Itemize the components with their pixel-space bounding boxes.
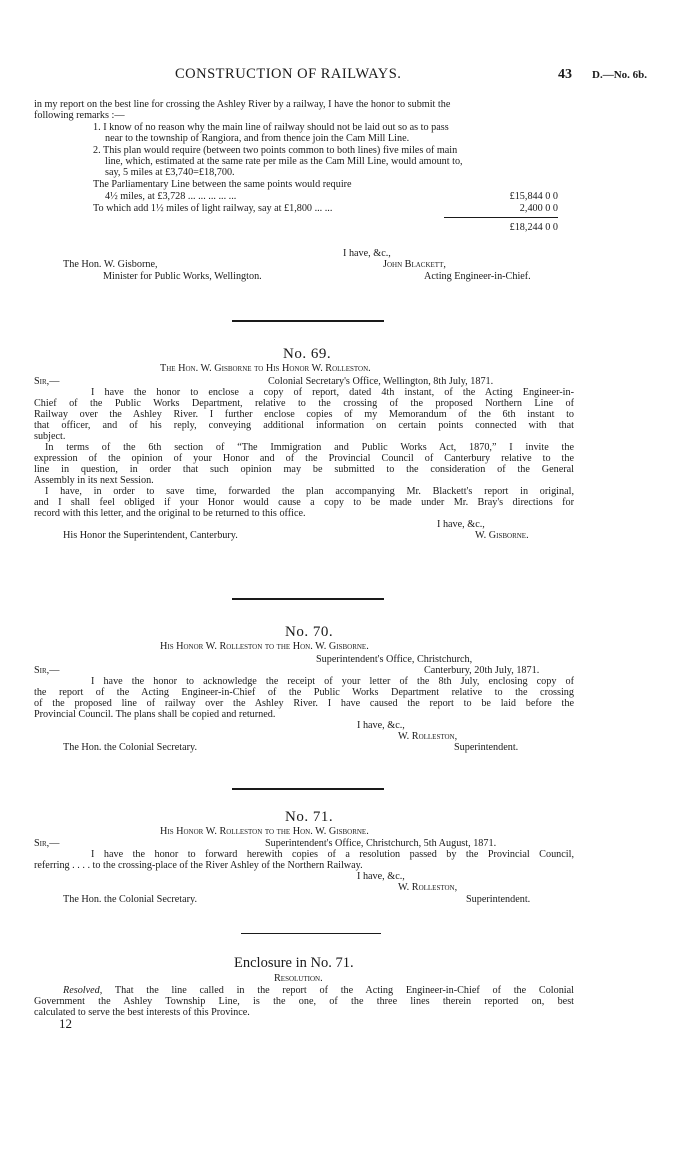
remark-item-2: 2. This plan would require (between two points common to both lines) five miles of main (93, 145, 458, 156)
letter-number: No. 69. (283, 346, 332, 362)
letter-body-line: I have the honor to acknowledge the receipt of your letter of the 8th July, enclosing copy of (91, 676, 574, 687)
letter-signer-title: Superintendent. (466, 894, 531, 905)
letter-number: No. 71. (285, 809, 334, 825)
resolved-word: Resolved, (63, 985, 103, 996)
letter-signer: W. Gisborne. (475, 530, 529, 541)
letter-addressee: The Hon. W. Gisborne, (63, 259, 158, 270)
letter-addressee: The Hon. the Colonial Secretary. (63, 894, 197, 905)
remark-item-2-cont: line, which, estimated at the same rate per mile as the Cam Mill Line, would amount to, (105, 156, 463, 167)
letter-body-line: record with this letter, and the original to be returned to this office. (34, 508, 306, 519)
cost-line-amount: £15,844 0 0 (509, 191, 558, 202)
letter-signer-title: Acting Engineer-in-Chief. (424, 271, 531, 282)
section-divider (232, 598, 384, 600)
resolution-text: That the line called in the report of the Acting Engineer-in-Chief of the Colonial (114, 985, 574, 996)
letter-place: Superintendent's Office, Christchurch, (316, 654, 473, 665)
letter-body-line: referring . . . . to the crossing-place of the River Ashley of the Northern Railway. (34, 860, 363, 871)
letter-addressee: His Honor the Superintendent, Canterbury. (63, 530, 238, 541)
cost-total-amount: £18,244 0 0 (509, 222, 558, 233)
letter-body-line: I have, in order to save time, forwarded the plan accompanying Mr. Blackett's report in original, (45, 486, 574, 497)
letter-closing: I have, &c., (357, 720, 405, 731)
section-divider (232, 320, 384, 322)
page-title: CONSTRUCTION OF RAILWAYS. (175, 66, 402, 82)
signature-mark: 12 (59, 1016, 72, 1031)
letter-body-line: Railway over the Ashley River. I further enclose copies of my Memorandum of the 6th instant to (34, 409, 574, 420)
letter-intro-line: following remarks :— (34, 110, 125, 121)
letter-body-line: I have the honor to forward herewith copies of a resolution passed by the Provincial Council, (91, 849, 574, 860)
cost-line-label: To which add 1½ miles of light railway, say at £1,800 ... ... (93, 203, 333, 214)
resolution-line: calculated to serve the best interests of this Province. (34, 1007, 250, 1018)
remark-item-2-cont: say, 5 miles at £3,740=£18,700. (105, 167, 235, 178)
letter-body-line: of the proposed line of railway over the Ashley River. I have caused the report to be laid before the (34, 698, 574, 709)
letter-body-line: Chief of the Public Works Department, relative to the crossing of the proposed Northern Line of (34, 398, 574, 409)
letter-addressee: The Hon. the Colonial Secretary. (63, 742, 197, 753)
cost-line-label: 4½ miles, at £3,728 ... ... ... ... ... (105, 191, 237, 202)
letter-salutation: Sir,— (34, 838, 60, 849)
letter-intro-line: in my report on the best line for crossing the Ashley River by a railway, I have the honor to submit the (34, 99, 451, 110)
letter-body-line: In terms of the 6th section of “The Immigration and Public Works Act, 1870,” I invite the (45, 442, 574, 453)
letter-salutation: Sir,— (34, 665, 60, 676)
remark-item-1: 1. I know of no reason why the main line of railway should not be laid out so as to pass (93, 122, 449, 133)
letter-place-date: Colonial Secretary's Office, Wellington, 8th July, 1871. (268, 376, 494, 387)
section-divider (241, 933, 381, 934)
resolution-heading: Resolution. (274, 973, 323, 984)
remark-item-1-cont: near to the township of Rangiora, and from thence join the Cam Mill Line. (105, 133, 410, 144)
parliamentary-line-text: The Parliamentary Line between the same points would require (93, 179, 352, 190)
letter-place-date: Superintendent's Office, Christchurch, 5th August, 1871. (265, 838, 497, 849)
resolution-line: Government the Ashley Township Line, is the one, of the three lines therein reported on, best (34, 996, 574, 1007)
page-number: 43 (558, 67, 572, 82)
letter-addressee-title: Minister for Public Works, Wellington. (103, 271, 262, 282)
letter-subtitle: His Honor W. Rolleston to the Hon. W. Gisborne. (160, 641, 369, 652)
letter-body-line: Assembly in its next Session. (34, 475, 154, 486)
document-reference: D.—No. 6b. (592, 69, 648, 81)
letter-body-line: Provincial Council. The plans shall be copied and returned. (34, 709, 276, 720)
letter-closing: I have, &c., (357, 871, 405, 882)
resolution-line (63, 985, 574, 996)
letter-date: Canterbury, 20th July, 1871. (424, 665, 540, 676)
letter-body-line: and I shall feel obliged if your Honor would cause a copy to be made under Mr. Bray's directions for (34, 497, 574, 508)
letter-subtitle: His Honor W. Rolleston to the Hon. W. Gisborne. (160, 826, 369, 837)
letter-closing: I have, &c., (437, 519, 485, 530)
enclosure-title: Enclosure in No. 71. (234, 955, 354, 971)
letter-body-line: I have the honor to enclose a copy of report, dated 4th instant, of the Acting Engineer-in- (91, 387, 574, 398)
letter-number: No. 70. (285, 624, 334, 640)
cost-line-amount: 2,400 0 0 (519, 203, 558, 214)
letter-signer: W. Rolleston, (398, 882, 458, 893)
letter-body-line: line in question, in order that such opinion may be submitted to the consideration of the General (34, 464, 574, 475)
letter-signer: John Blackett, (383, 259, 446, 270)
total-rule (444, 217, 558, 218)
letter-signer: W. Rolleston, (398, 731, 458, 742)
letter-body-line: the report of the Acting Engineer-in-Chief of the Public Works Department relative to the crossing (34, 687, 574, 698)
letter-body-line: expression of the opinion of your Honor and of the Provincial Council of Canterbury relative to the (34, 453, 574, 464)
letter-subtitle: The Hon. W. Gisborne to His Honor W. Rolleston. (160, 363, 371, 374)
section-divider (232, 788, 384, 790)
letter-closing: I have, &c., (343, 248, 391, 259)
letter-salutation: Sir,— (34, 376, 60, 387)
letter-body-line: subject. (34, 431, 66, 442)
letter-signer-title: Superintendent. (454, 742, 519, 753)
letter-body-line: that officer, and of his reply, conveying additional information on certain points connected with that (34, 420, 574, 431)
